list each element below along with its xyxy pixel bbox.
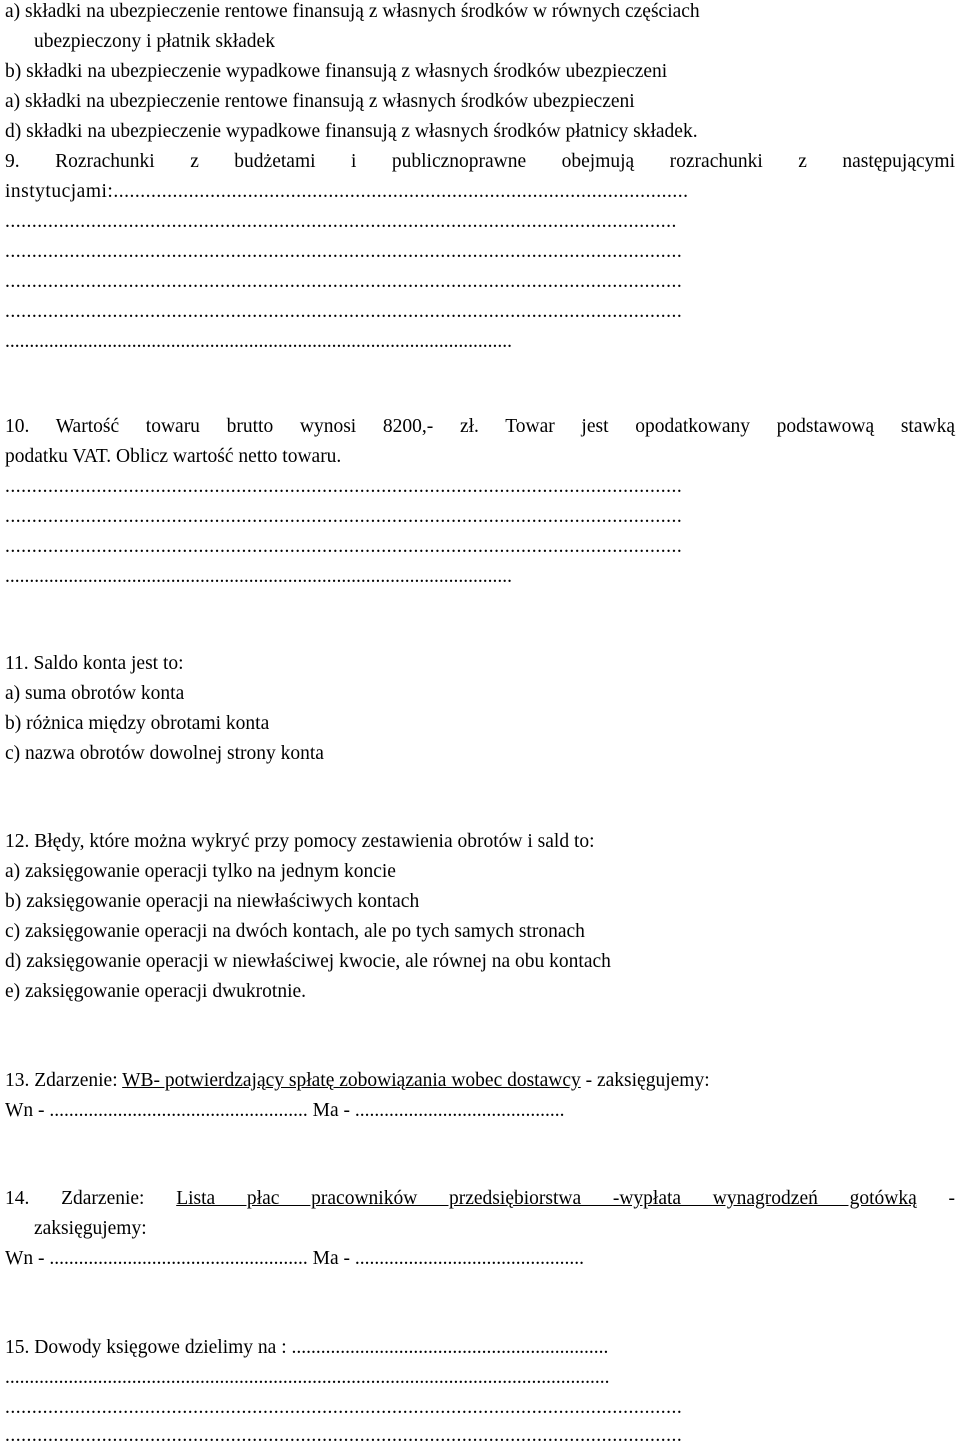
q8-option-d: d) składki na ubezpieczenie wypadkowe finansują z własnych środków płatnicy składek. (5, 121, 698, 142)
q13-event: WB- potwierdzający spłatę zobowiązania wobec dostawcy (122, 1070, 581, 1091)
q14-event: Lista płac pracowników przedsiębiorstwa -wypłata wynagrodzeń gotówką (176, 1188, 917, 1209)
q11-option-a: a) suma obrotów konta (5, 683, 185, 704)
q10-answer-line: ........................................................................................................ (5, 566, 512, 587)
q9-answer-line: ........................................................................................................ (5, 331, 512, 352)
q9-question-continuation: instytucjami:........................................................................................................... (5, 181, 689, 202)
q8-option-b: b) składki na ubezpieczenie wypadkowe finansują z własnych środków ubezpieczeni (5, 61, 668, 82)
q10-question: 10. Wartość towaru brutto wynosi 8200,- zł. Towar jest opodatkowany podstawową stawką (5, 416, 955, 437)
q12-question: 12. Błędy, które można wykryć przy pomocy zestawienia obrotów i sald to: (5, 831, 595, 852)
q10-answer-line: .............................................................................................................................. (5, 536, 683, 557)
q13-prefix: 13. Zdarzenie: (5, 1070, 123, 1091)
q9-answer-line: .............................................................................................................................. (5, 241, 683, 262)
q8-option-a-continuation: ubezpieczony i płatnik składek (34, 31, 275, 52)
q10-question-continuation: podatku VAT. Oblicz wartość netto towaru. (5, 446, 342, 467)
q12-option-d: d) zaksięgowanie operacji w niewłaściwej kwocie, ale równej na obu kontach (5, 951, 611, 972)
q9-question: 9. Rozrachunki z budżetami i publicznoprawne obejmują rozrachunki z następującymi (5, 151, 955, 172)
q8-option-c: a) składki na ubezpieczenie rentowe finansują z własnych środków ubezpieczeni (5, 91, 635, 112)
q12-option-a: a) zaksięgowanie operacji tylko na jednym koncie (5, 861, 396, 882)
q11-option-b: b) różnica między obrotami konta (5, 713, 270, 734)
q13-wn-ma-line: Wn - ..................................................... Ma - ........................................... (5, 1100, 565, 1121)
q15-answer-line: .............................................................................................................................. (5, 1425, 683, 1446)
q12-option-b: b) zaksięgowanie operacji na niewłaściwych kontach (5, 891, 420, 912)
q14-wn-ma-line: Wn - ..................................................... Ma - ............................................... (5, 1248, 585, 1269)
q12-option-e: e) zaksięgowanie operacji dwukrotnie. (5, 981, 307, 1002)
q15-answer-line: .............................................................................................................................. (5, 1397, 683, 1418)
q14-question (5, 1187, 955, 1211)
q15-answer-line: ............................................................................................................................ (5, 1367, 610, 1388)
q13-suffix: - zaksięgujemy: (580, 1070, 710, 1091)
q8-option-a: a) składki na ubezpieczenie rentowe finansują z własnych środków w równych częściach (5, 1, 700, 22)
q10-answer-line: .............................................................................................................................. (5, 506, 683, 527)
q15-question: 15. Dowody księgowe dzielimy na : ................................................................. (5, 1337, 609, 1358)
q14-question-continuation: zaksięgujemy: (34, 1218, 147, 1239)
q10-answer-line: .............................................................................................................................. (5, 476, 683, 497)
q11-option-c: c) nazwa obrotów dowolnej strony konta (5, 743, 324, 764)
q9-answer-line: .............................................................................................................................. (5, 271, 683, 292)
q11-question: 11. Saldo konta jest to: (5, 653, 184, 674)
q9-answer-line: ............................................................................................................................. (5, 211, 677, 232)
q13-question (5, 1069, 710, 1093)
q14-prefix: 14. Zdarzenie: (5, 1188, 177, 1209)
q14-suffix: - (916, 1188, 955, 1209)
q12-option-c: c) zaksięgowanie operacji na dwóch kontach, ale po tych samych stronach (5, 921, 585, 942)
q9-answer-line: .............................................................................................................................. (5, 301, 683, 322)
